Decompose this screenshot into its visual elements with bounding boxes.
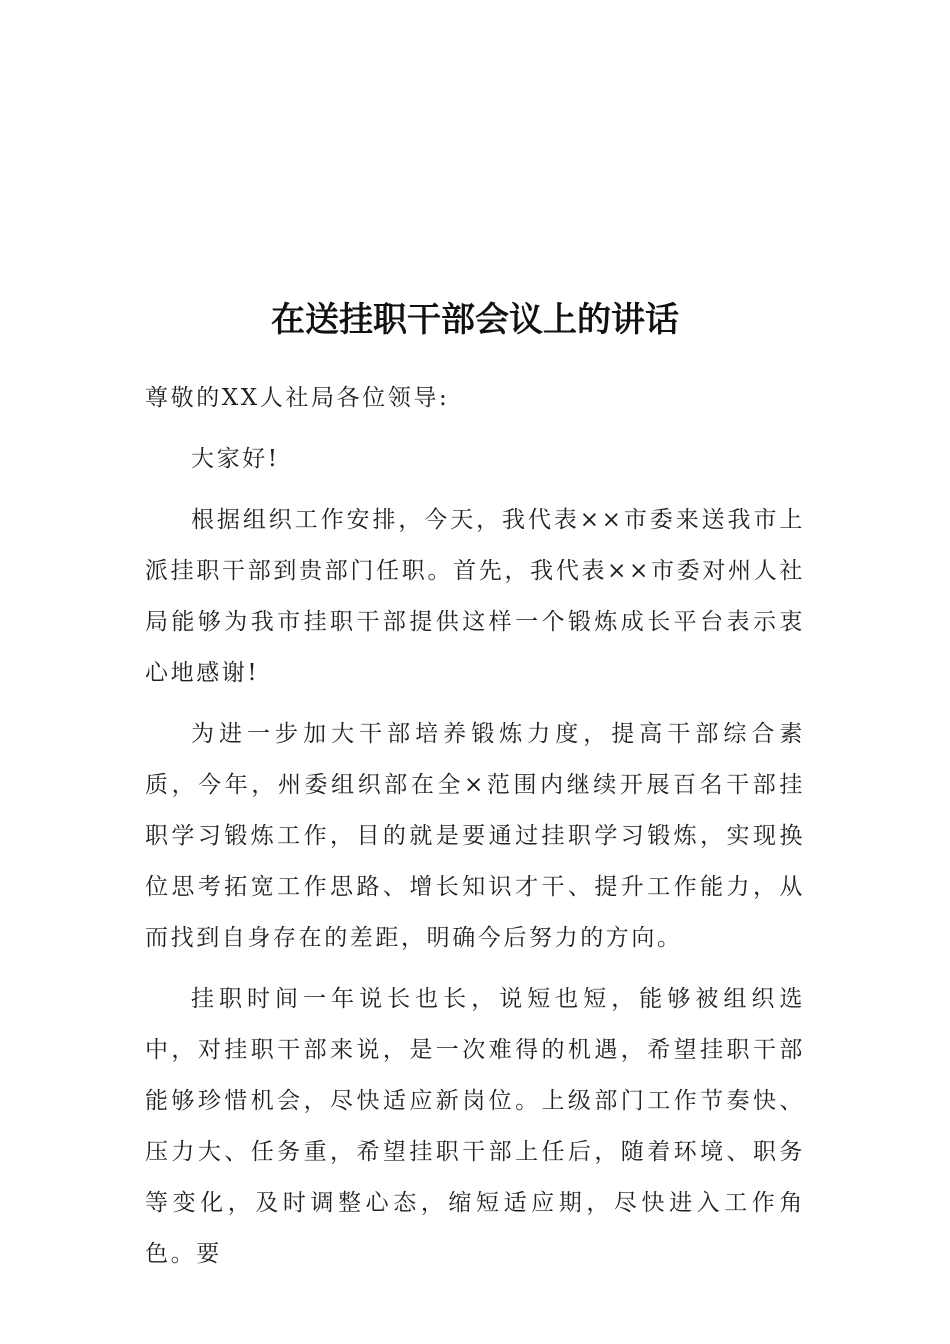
document-body [145, 373, 805, 1280]
paragraph-expectations: 挂职时间一年说长也长，说短也短，能够被组织选中，对挂职干部来说，是一次难得的机遇，希望挂职干部能够珍惜机会，尽快适应新岗位。上级部门工作节奏快、压力大、任务重，希望挂职干部上任后，随着环境、职务等变化，及时调整心态，缩短适应期，尽快进入工作角色。要 [145, 986, 805, 1267]
salutation: 尊敬的XX人社局各位领导: [145, 385, 450, 411]
page-title: 在送挂职干部会议上的讲话 [271, 300, 679, 340]
paragraph-greeting: 大家好! [191, 446, 280, 472]
paragraph-purpose: 为进一步加大干部培养锻炼力度，提高干部综合素质，今年，州委组织部在全×范围内继续开展百名干部挂职学习锻炼工作，目的就是要通过挂职学习锻炼，实现换位思考拓宽工作思路、增长知识才干、提升工作能力，从而找到自身存在的差距，明确今后努力的方向。 [145, 721, 805, 951]
paragraph-thanks: 根据组织工作安排，今天，我代表××市委来送我市上派挂职干部到贵部门任职。首先，我代表××市委对州人社局能够为我市挂职干部提供这样一个锻炼成长平台表示衷心地感谢! [145, 507, 805, 686]
